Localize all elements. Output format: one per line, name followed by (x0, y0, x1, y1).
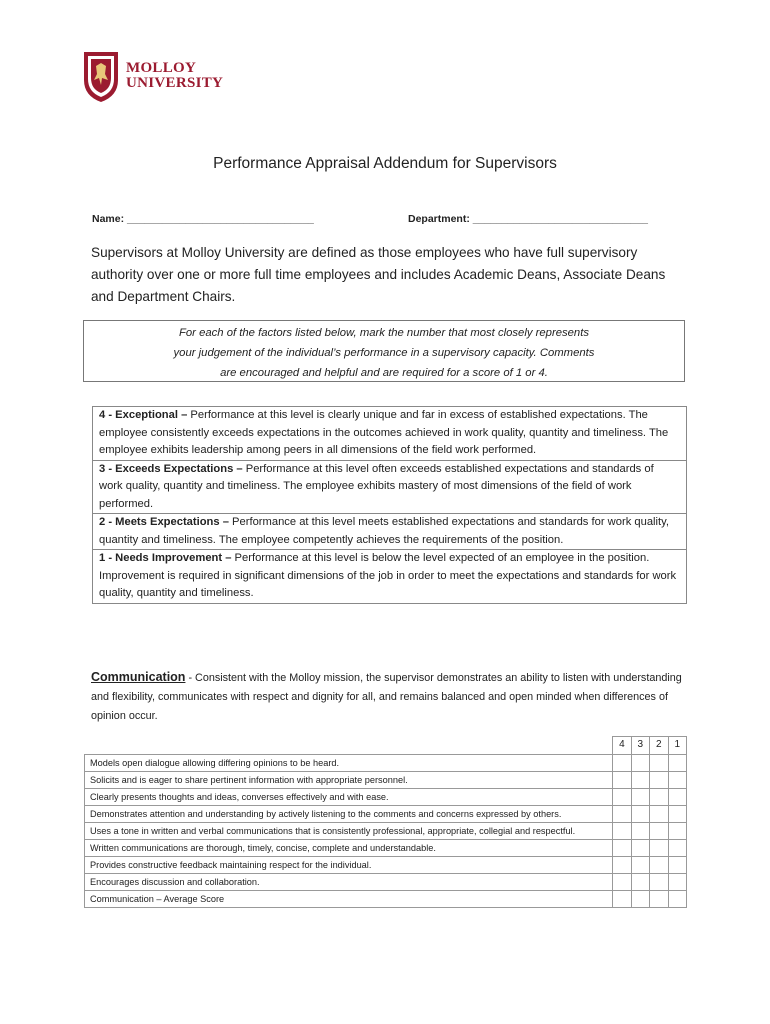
score-cell-1[interactable] (668, 789, 686, 806)
score-cell-2[interactable] (650, 874, 668, 891)
score-cell-1[interactable] (668, 755, 686, 772)
table-row (85, 891, 687, 908)
table-row (85, 874, 687, 891)
level-row (93, 407, 687, 461)
score-cell-4[interactable] (613, 806, 631, 823)
score-header-3: 3 (631, 737, 649, 755)
level-cell (93, 514, 687, 550)
document-title: Performance Appraisal Addendum for Supervisors (213, 155, 557, 172)
average-score-label: Communication – Average Score (85, 891, 613, 908)
level-label: 3 - Exceeds Expectations – (99, 462, 243, 475)
criterion-text: Demonstrates attention and understanding by actively listening to the comments and concerns expressed by others. (85, 806, 613, 823)
criterion-text: Encourages discussion and collaboration. (85, 874, 613, 891)
communication-heading: Communication (91, 670, 186, 684)
score-cell-4[interactable] (613, 755, 631, 772)
table-row (85, 772, 687, 789)
table-row (85, 857, 687, 874)
level-text: Performance at this level meets established expectations and standards for work quality, quantity and timeliness. The employee competently achieves the requirements of the position. (99, 516, 670, 546)
score-cell-1[interactable] (668, 891, 686, 908)
rating-levels-table (92, 406, 687, 604)
level-cell (93, 407, 687, 461)
score-cell-4[interactable] (613, 874, 631, 891)
table-row (85, 823, 687, 840)
level-label: 2 - Meets Expectations – (99, 516, 229, 528)
score-cell-2[interactable] (650, 840, 668, 857)
criterion-text: Provides constructive feedback maintaining respect for the individual. (85, 857, 613, 874)
score-cell-3[interactable] (631, 755, 649, 772)
intro-paragraph: Supervisors at Molloy University are defined as those employees who have full supervisory authority over one or more full time employees and includes Academic Deans, Associate Deans and Department Chairs. (91, 245, 666, 304)
table-row (85, 755, 687, 772)
score-cell-2[interactable] (650, 806, 668, 823)
instructions-line-1: For each of the factors listed below, mark the number that most closely represents (178, 327, 589, 339)
score-cell-2[interactable] (650, 772, 668, 789)
logo-line-2: UNIVERSITY (126, 75, 224, 91)
score-cell-3[interactable] (631, 857, 649, 874)
criterion-text: Solicits and is eager to share pertinent information with appropriate personnel. (85, 772, 613, 789)
score-cell-1[interactable] (668, 823, 686, 840)
instructions-line-2: your judgement of the individual’s performance in a supervisory capacity. Comments (173, 347, 595, 359)
communication-section (91, 668, 691, 726)
score-cell-2[interactable] (650, 891, 668, 908)
level-row (93, 460, 687, 514)
score-cell-4[interactable] (613, 857, 631, 874)
score-cell-2[interactable] (650, 755, 668, 772)
score-cell-4[interactable] (613, 823, 631, 840)
table-row (85, 806, 687, 823)
score-cell-3[interactable] (631, 823, 649, 840)
communication-rating-table (84, 736, 687, 908)
score-cell-4[interactable] (613, 840, 631, 857)
score-cell-1[interactable] (668, 874, 686, 891)
criterion-text: Uses a tone in written and verbal communications that is consistently professional, appropriate, collegial and respectful. (85, 823, 613, 840)
score-cell-1[interactable] (668, 840, 686, 857)
level-row (93, 550, 687, 604)
score-header-2: 2 (650, 737, 668, 755)
instructions-line-3: are encouraged and helpful and are required for a score of 1 or 4. (220, 367, 548, 379)
score-cell-2[interactable] (650, 823, 668, 840)
score-cell-1[interactable] (668, 806, 686, 823)
score-cell-3[interactable] (631, 840, 649, 857)
score-cell-2[interactable] (650, 789, 668, 806)
score-header-1: 1 (668, 737, 686, 755)
name-field[interactable]: Name: ________________________________ (92, 213, 314, 225)
criterion-text: Clearly presents thoughts and ideas, converses effectively and with ease. (85, 789, 613, 806)
score-cell-2[interactable] (650, 857, 668, 874)
shield-crest-icon (82, 50, 122, 104)
score-cell-4[interactable] (613, 789, 631, 806)
score-cell-3[interactable] (631, 772, 649, 789)
level-label: 4 - Exceptional – (99, 409, 188, 421)
criterion-text: Models open dialogue allowing differing opinions to be heard. (85, 755, 613, 772)
score-header-row (85, 737, 687, 755)
score-cell-3[interactable] (631, 874, 649, 891)
communication-description: - Consistent with the Molloy mission, the supervisor demonstrates an ability to listen with understanding and flexibility, communicates with respect and dignity for all, and remains balanced and open minded when differences of opinion occur. (91, 672, 682, 722)
score-cell-4[interactable] (613, 891, 631, 908)
criterion-text: Written communications are thorough, timely, concise, complete and understandable. (85, 840, 613, 857)
level-label: 1 - Needs Improvement – (99, 552, 232, 564)
table-row (85, 789, 687, 806)
level-text: Performance at this level often exceeds established expectations and standards of work quality, quantity and timeliness. The employee exhibits mastery of most dimensions of the field of work performed. (99, 462, 654, 510)
score-cell-1[interactable] (668, 772, 686, 789)
level-text: Performance at this level is below the level expected of an employee in the position. Improvement is required in significant dimensions of the job in order to meet the expectations and standards for work quality, quantity and timeliness. (99, 552, 677, 599)
score-cell-4[interactable] (613, 772, 631, 789)
score-header-4: 4 (613, 737, 631, 755)
level-cell (93, 550, 687, 604)
score-cell-1[interactable] (668, 857, 686, 874)
department-field[interactable]: Department: ______________________________ (408, 213, 648, 225)
logo-wordmark (126, 61, 223, 91)
header-blank-cell (85, 737, 613, 755)
logo-line-1: MOLLOY (126, 60, 197, 76)
score-cell-3[interactable] (631, 891, 649, 908)
level-cell (93, 460, 687, 514)
table-row (85, 840, 687, 857)
level-text: Performance at this level is clearly unique and far in excess of established expectations. The employee consistently exceeds expectations in the outcomes achieved in work quality, quantity and timeliness. The employee exhibits leadership among peers in all dimensions of the field work performed. (99, 409, 669, 456)
level-row (93, 514, 687, 550)
score-cell-3[interactable] (631, 806, 649, 823)
instructions-box (83, 320, 685, 382)
score-cell-3[interactable] (631, 789, 649, 806)
university-logo (82, 50, 242, 104)
